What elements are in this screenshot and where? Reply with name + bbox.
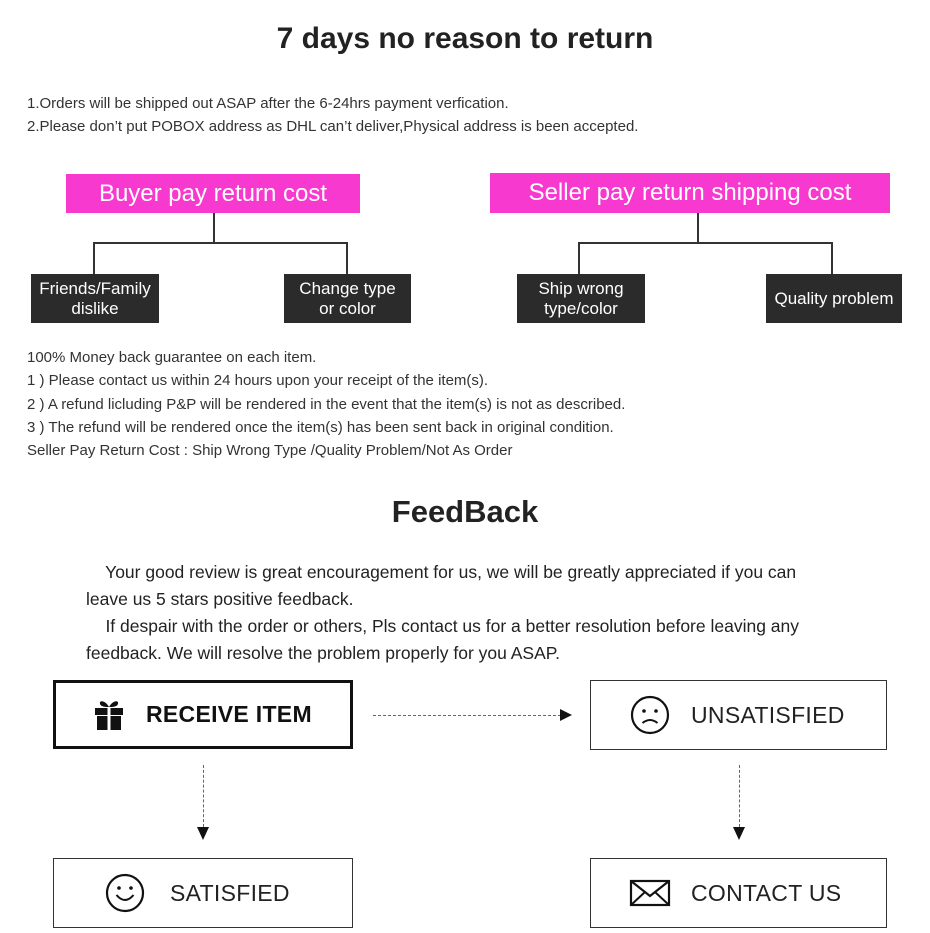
arrow-head-down [197, 827, 209, 840]
feedback-line: Your good review is great encouragement for us, we will be greatly appreciated if you can [86, 562, 797, 582]
guarantee-line: 3 ) The refund will be rendered once the item(s) has been sent back in original condition. [27, 418, 614, 436]
unsatisfied-box [590, 680, 887, 750]
arrow-head-down [733, 827, 745, 840]
tree-connector [346, 242, 348, 274]
feedback-line: If despair with the order or others, Pls contact us for a better resolution before leaving any [86, 616, 800, 636]
receive-item-box [53, 680, 353, 749]
tree-connector [93, 242, 95, 274]
feedback-paragraph [86, 559, 799, 667]
feedback-title: FeedBack [391, 494, 539, 529]
tree-connector [831, 242, 833, 274]
page-title: 7 days no reason to return [276, 22, 654, 55]
arrow-head-right [560, 709, 572, 721]
intro-line: 1.Orders will be shipped out ASAP after the 6-24hrs payment verfication. [27, 95, 509, 112]
smiley-face-icon [104, 872, 146, 914]
guarantee-line: 2 ) A refund licluding P&P will be rendered in the event that the item(s) is not as described. [27, 395, 626, 413]
intro-line: 2.Please don’t put POBOX address as DHL can’t deliver,Physical address is been accepted. [27, 118, 639, 136]
unsatisfied-label: UNSATISFIED [691, 701, 845, 728]
sad-face-icon [629, 694, 671, 736]
arrow-receive-to-satisfied [203, 765, 204, 827]
reason-ship-wrong: Ship wrong type/color [517, 274, 645, 323]
contact-us-box [590, 858, 887, 928]
tree-connector [578, 242, 580, 274]
envelope-icon [629, 878, 671, 908]
tree-connector [697, 213, 699, 243]
reason-change-type: Change type or color [284, 274, 411, 323]
intro-notes [27, 92, 638, 139]
guarantee-line: 1 ) Please contact us within 24 hours upon your receipt of the item(s). [27, 372, 489, 390]
arrow-receive-to-unsatisfied [373, 715, 561, 716]
tree-connector [578, 242, 832, 244]
seller-pay-header: Seller pay return shipping cost [490, 173, 890, 213]
tree-connector [213, 213, 215, 243]
satisfied-label: SATISFIED [170, 879, 290, 906]
guarantee-notes [27, 346, 625, 462]
feedback-line: feedback. We will resolve the problem properly for you ASAP. [86, 643, 561, 663]
tree-connector [93, 242, 347, 244]
gift-icon [92, 698, 126, 732]
receive-item-label: RECEIVE ITEM [146, 701, 312, 727]
satisfied-box [53, 858, 353, 928]
reason-quality-problem: Quality problem [766, 274, 902, 323]
contact-us-label: CONTACT US [691, 879, 842, 906]
reason-friends-family-dislike: Friends/Family dislike [31, 274, 159, 323]
arrow-unsatisfied-to-contact [739, 765, 740, 827]
buyer-pay-header: Buyer pay return cost [66, 174, 360, 213]
feedback-line: leave us 5 stars positive feedback. [86, 589, 354, 609]
guarantee-line: 100% Money back guarantee on each item. [27, 349, 317, 366]
guarantee-line: Seller Pay Return Cost : Ship Wrong Type /Quality Problem/Not As Order [27, 442, 513, 460]
